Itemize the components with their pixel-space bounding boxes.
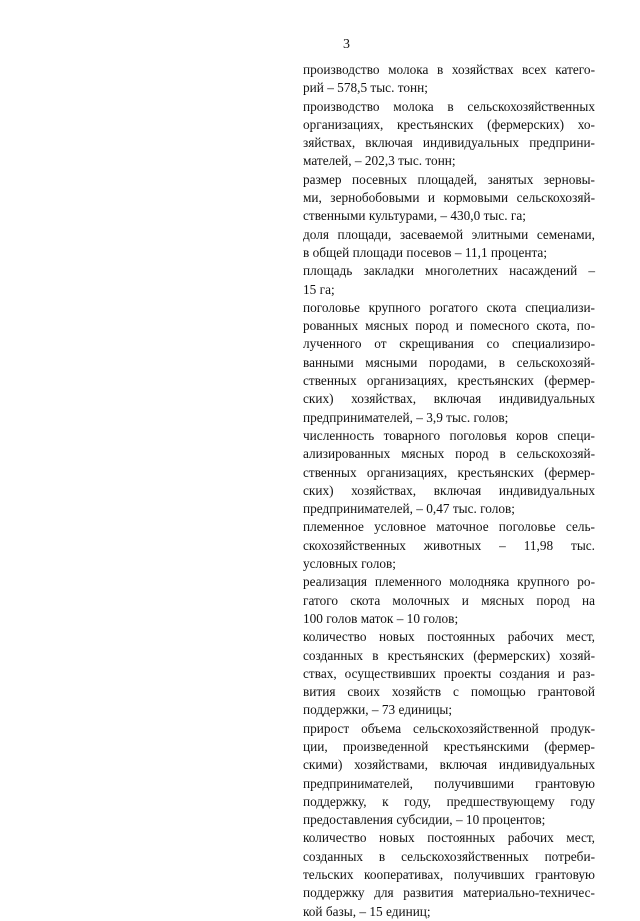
text-line: количество новых постоянных рабочих мест, <box>303 629 595 645</box>
text-line: ских) хозяйствах, включая индивидуальных <box>303 391 595 407</box>
text-line: производство молока в сельскохозяйственных <box>303 98 595 114</box>
text-line: ских) хозяйствах, включая индивидуальных <box>303 482 595 498</box>
text-line: созданных в сельскохозяйственных потреби- <box>303 848 595 864</box>
text-line: ственными культурами, – 430,0 тыс. га; <box>303 208 526 224</box>
text-line: ствах, осуществивших проекты создания и раз- <box>303 665 595 681</box>
text-line: численность товарного поголовья коров специ- <box>303 427 595 443</box>
text-line: в общей площади посевов – 11,1 процента; <box>303 244 548 260</box>
paragraph <box>303 171 595 226</box>
paragraph <box>303 61 595 98</box>
text-line: ми, зернобобовыми и кормовыми сельскохозяй- <box>303 190 595 206</box>
paragraph <box>303 427 595 518</box>
text-line: прирост объема сельскохозяйственной продук- <box>303 720 595 736</box>
text-line: организациях, крестьянских (фермерских) хо- <box>303 116 595 132</box>
text-line: племенное условное маточное поголовье сель- <box>303 519 595 535</box>
text-line: предоставления субсидии, – 10 процентов; <box>303 812 546 828</box>
text-line: 100 голов маток – 10 голов; <box>303 610 459 626</box>
paragraph <box>303 226 595 263</box>
text-line: ственных организациях, крестьянских (фермер- <box>303 464 595 480</box>
text-line: производство молока в хозяйствах всех катего- <box>303 62 595 77</box>
text-line: гатого скота молочных и мясных пород на <box>303 592 595 608</box>
text-line: поддержки, – 73 единицы; <box>303 702 453 718</box>
paragraph <box>303 573 595 628</box>
text-line: площадь закладки многолетних насаждений – <box>303 263 595 279</box>
text-line: размер посевных площадей, занятых зерновы- <box>303 171 595 187</box>
text-line: мателей, – 202,3 тыс. тонн; <box>303 153 456 169</box>
text-line: поддержку для развития материально-техничес- <box>303 885 595 901</box>
text-line: ализированных мясных пород в сельскохозяй- <box>303 446 595 462</box>
page-number: 3 <box>343 37 350 52</box>
text-line: тельских кооперативах, получивших грантовую <box>303 867 595 883</box>
text-line: ственных организациях, крестьянских (фермер- <box>303 373 595 389</box>
text-line: поголовье крупного рогатого скота специализи- <box>303 299 595 315</box>
paragraph <box>303 720 595 830</box>
text-line: ции, произведенной крестьянскими (фермер- <box>303 738 595 754</box>
paragraph <box>303 299 595 427</box>
text-line: скими) хозяйствами, включая индивидуальных <box>303 757 595 773</box>
text-line: зяйствах, включая индивидуальных предприни- <box>303 135 595 151</box>
text-line: количество новых постоянных рабочих мест, <box>303 830 595 846</box>
text-line: кой базы, – 15 единиц; <box>303 903 431 919</box>
text-line: лученного от скрещивания со специализиро- <box>303 336 595 352</box>
text-line: созданных в крестьянских (фермерских) хозяй- <box>303 647 595 663</box>
text-line: скохозяйственных животных – 11,98 тыс. <box>303 537 595 553</box>
paragraph <box>303 829 595 920</box>
document-body <box>303 61 595 921</box>
paragraph <box>303 262 595 299</box>
text-line: предпринимателей, – 0,47 тыс. голов; <box>303 501 515 517</box>
text-line: поддержку, к году, предшествующему году <box>303 793 595 809</box>
text-line: реализация племенного молодняка крупного ро- <box>303 574 595 590</box>
text-line: предпринимателей, получившими грантовую <box>303 775 595 791</box>
paragraph <box>303 518 595 573</box>
text-line: предпринимателей, – 3,9 тыс. голов; <box>303 409 509 425</box>
text-line: рованных мясных пород и помесного скота, по- <box>303 318 595 334</box>
text-line: вития своих хозяйств с помощью грантовой <box>303 684 595 700</box>
paragraph <box>303 628 595 719</box>
text-line: рий – 578,5 тыс. тонн; <box>303 80 428 96</box>
paragraph <box>303 98 595 171</box>
text-line: 15 га; <box>303 281 335 297</box>
text-line: доля площади, засеваемой элитными семенами, <box>303 226 595 242</box>
text-line: ванными мясными породами, в сельскохозяй- <box>303 354 595 370</box>
text-line: условных голов; <box>303 556 396 572</box>
